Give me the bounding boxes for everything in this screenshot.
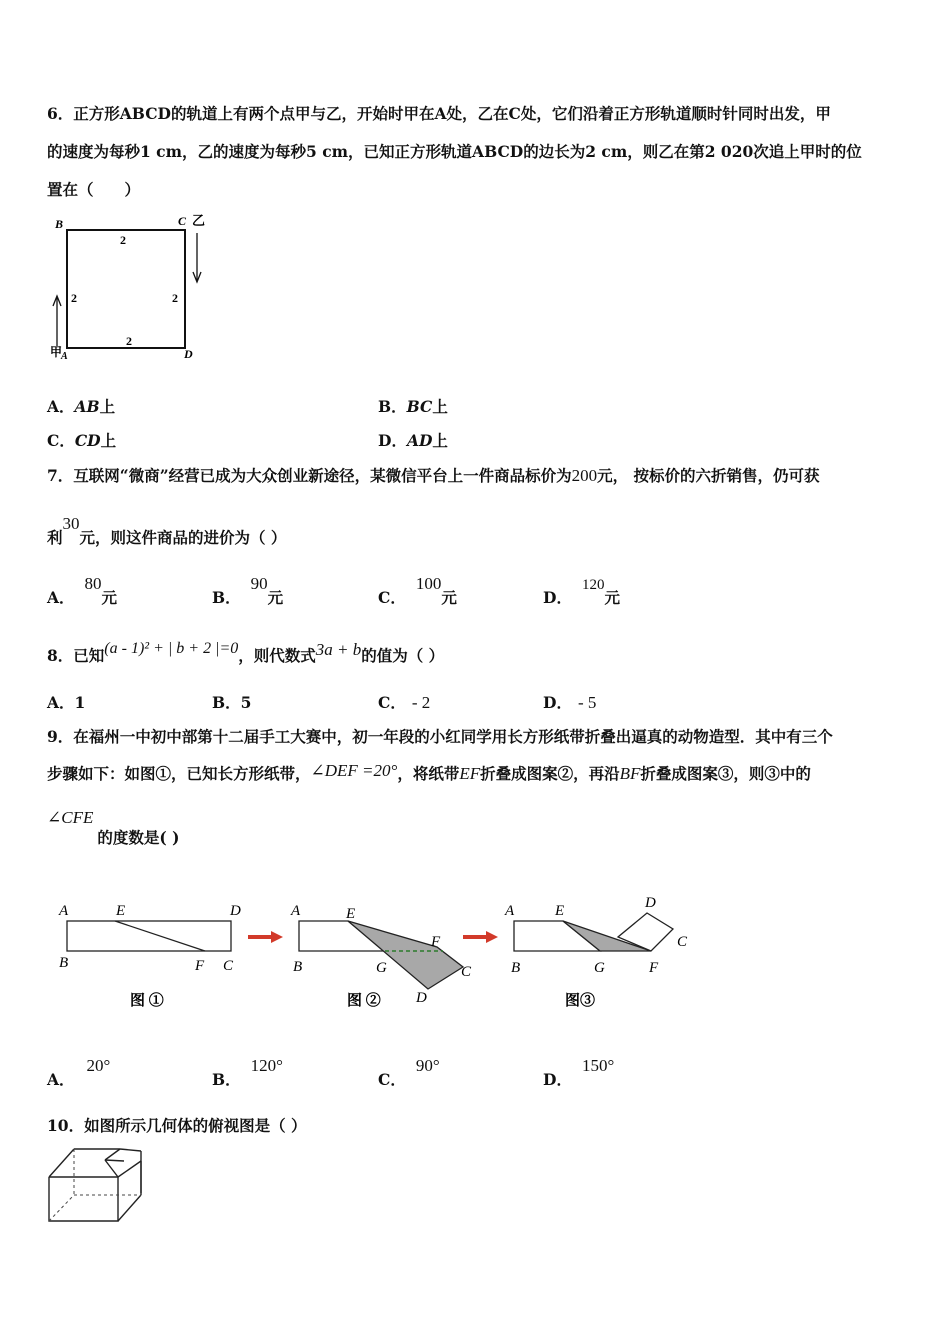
fig3-G: G xyxy=(594,960,605,976)
q9-option-d[interactable] xyxy=(543,1056,615,1090)
label-yi: 乙 xyxy=(192,213,206,228)
q10-solid-figure xyxy=(44,1143,154,1228)
option-suffix: 上 xyxy=(100,431,117,450)
q7-text-a: 7．互联网“微商”经营已成为大众创业新途径，某微信平台上一件商品标价为 xyxy=(47,466,572,485)
arrow-1-head xyxy=(271,931,283,943)
option-label: C． xyxy=(378,588,406,607)
fig2-caption: 图 ② xyxy=(347,993,381,1009)
fig1-D: D xyxy=(230,903,241,919)
fig3-D: D xyxy=(645,895,656,911)
fig3-F: F xyxy=(649,960,659,976)
fig1-F: F xyxy=(195,958,205,974)
top-mid-edge xyxy=(105,1160,124,1161)
q10-line: 10．如图所示几何体的俯视图是（ ） xyxy=(47,1116,307,1135)
option-suffix: 上 xyxy=(99,397,116,416)
option-label: D． xyxy=(543,1070,572,1089)
q8-prefix: 8．已知 xyxy=(47,646,105,665)
q7-option-d[interactable] xyxy=(543,577,620,608)
option-label: A． xyxy=(47,588,75,607)
fig2-G: G xyxy=(376,960,387,976)
hidden-bottom-left xyxy=(49,1195,74,1221)
q8-option-c[interactable] xyxy=(378,691,430,713)
front-face xyxy=(49,1177,118,1221)
q8-option-a[interactable] xyxy=(47,691,85,713)
fig2-folded-part xyxy=(348,921,463,989)
side-right: 2 xyxy=(172,291,178,305)
option-value: 80 xyxy=(84,574,102,593)
q8-option-d[interactable] xyxy=(543,691,596,713)
q9-option-a[interactable] xyxy=(47,1056,111,1090)
q8-suffix: 的值为（ ） xyxy=(361,646,445,665)
q6-option-b[interactable] xyxy=(378,395,448,417)
option-value: 1 xyxy=(74,693,86,712)
label-A: A xyxy=(61,351,68,362)
q7-option-c[interactable] xyxy=(378,574,457,608)
fig2-A: A xyxy=(291,903,301,919)
q7-option-b[interactable] xyxy=(212,574,284,608)
side-top: 2 xyxy=(120,233,126,247)
arrow-2-head xyxy=(486,931,498,943)
q9-option-c[interactable] xyxy=(378,1056,440,1090)
fig3-caption: 图③ xyxy=(565,993,596,1009)
option-suffix: 上 xyxy=(432,397,448,416)
option-label: A． xyxy=(47,397,75,416)
option-suffix: 上 xyxy=(432,431,448,450)
fig2-C: C xyxy=(461,964,472,980)
q7-profit: 30 xyxy=(62,514,80,533)
top-chamfer-1 xyxy=(120,1149,141,1151)
fig1-E: E xyxy=(116,903,126,919)
q9-text-e: 的度数是( ) xyxy=(97,828,180,847)
q9-text-b: ，将纸带 xyxy=(397,764,460,783)
q6-line2: 的速度为每秒1 cm，乙的速度为每秒5 cm，已知正方形轨道ABCD的边长为2 cm，则乙在第2 020次追上甲时的位 xyxy=(47,142,862,161)
side-bottom: 2 xyxy=(126,334,132,348)
q6-option-c[interactable] xyxy=(47,429,116,451)
side-left: 2 xyxy=(71,291,77,305)
option-value: 90 xyxy=(250,574,268,593)
q9-text-d: 折叠成图案③，则③中的 xyxy=(640,764,811,783)
fig1-strip xyxy=(67,921,231,951)
q7-text-d: 元，则这件商品的进价为（ ） xyxy=(79,528,287,547)
option-label: A． xyxy=(47,693,75,712)
q8-line xyxy=(47,640,445,666)
fig3-A: A xyxy=(505,903,515,919)
option-value: 5 xyxy=(240,693,252,712)
q7-text-b: 元， 按标价的六折销售，仍可获 xyxy=(597,466,820,485)
option-label: B． xyxy=(212,693,241,712)
q8-option-b[interactable] xyxy=(212,691,251,713)
q6-option-d[interactable] xyxy=(378,429,448,451)
q7-option-a[interactable] xyxy=(47,574,118,608)
fig3-C: C xyxy=(677,934,688,950)
q9-line1: 9．在福州一中初中部第十二届手工大赛中，初一年段的小红同学用长方形纸带折叠出逼真的动物造型．其中有三个 xyxy=(47,727,833,746)
option-value: - 5 xyxy=(577,693,597,712)
chamfer-side xyxy=(118,1161,141,1177)
q7-line2 xyxy=(47,514,287,548)
square-track xyxy=(67,230,185,348)
option-seg: AD xyxy=(406,431,433,450)
q6-option-a[interactable] xyxy=(47,395,115,417)
q9-option-b[interactable] xyxy=(212,1056,283,1090)
fig2-F: F xyxy=(431,934,441,950)
q7-price: 200 xyxy=(571,466,598,485)
option-label: B． xyxy=(212,1070,241,1089)
top-left-edge xyxy=(49,1149,74,1177)
q6-line3: 置在（ ） xyxy=(47,180,141,199)
option-label: C． xyxy=(47,431,75,450)
q9-line3 xyxy=(47,808,180,847)
fig2-B: B xyxy=(293,959,303,975)
q7-line1 xyxy=(47,464,820,486)
option-label: D． xyxy=(543,588,572,607)
fig1-C: C xyxy=(223,958,234,974)
q8-expr2: 3a + b xyxy=(315,640,362,659)
option-value: 20° xyxy=(86,1056,111,1075)
q9-text-c: 折叠成图案②，再沿 xyxy=(480,764,620,783)
q9-ef: EF xyxy=(459,764,481,783)
fig1-B: B xyxy=(59,955,69,971)
q9-angle: ∠DEF =20° xyxy=(310,761,398,780)
option-value: 90° xyxy=(415,1056,440,1075)
label-D: D xyxy=(184,347,193,361)
top-chamfer-2 xyxy=(105,1160,118,1177)
fig2-E: E xyxy=(346,906,356,922)
option-label: D． xyxy=(543,693,572,712)
fig1-A: A xyxy=(59,903,69,919)
q6-square-figure xyxy=(40,208,230,368)
fig3-B: B xyxy=(511,960,521,976)
q7-text-c: 利 xyxy=(47,528,63,547)
option-label: B． xyxy=(378,397,407,416)
option-value: 100 xyxy=(415,574,442,593)
q9-text-a: 步骤如下：如图①，已知长方形纸带， xyxy=(47,764,311,783)
q9-line2 xyxy=(47,762,811,784)
option-label: C． xyxy=(378,1070,406,1089)
label-C: C xyxy=(178,214,187,228)
option-seg: AB xyxy=(74,397,100,416)
option-seg: CD xyxy=(74,431,101,450)
option-unit: 元 xyxy=(441,588,457,607)
option-unit: 元 xyxy=(604,588,620,607)
q6-line1: 6．正方形ABCD的轨道上有两个点甲与乙，开始时甲在A处，乙在C处，它们沿着正方形轨道顺时针同时出发，甲 xyxy=(47,104,831,123)
option-label: B． xyxy=(212,588,241,607)
option-value: 150° xyxy=(581,1056,615,1075)
q9-bf: BF xyxy=(619,764,641,783)
q9-cfe: ∠CFE xyxy=(47,808,94,827)
option-value: 120° xyxy=(250,1056,283,1075)
right-bottom-edge xyxy=(118,1195,141,1221)
fig1-caption: 图 ① xyxy=(130,993,164,1009)
label-jia: 甲 xyxy=(50,345,63,359)
q8-middle: ，则代数式 xyxy=(238,646,316,665)
option-label: A． xyxy=(47,1070,75,1089)
option-value: - 2 xyxy=(411,693,431,712)
option-label: C． xyxy=(378,693,406,712)
option-label: D． xyxy=(378,431,407,450)
option-value: 120 xyxy=(581,577,605,593)
option-seg: BC xyxy=(406,397,433,416)
top-chamfer-inner xyxy=(105,1149,120,1160)
fig3-E: E xyxy=(555,903,565,919)
fig2-D: D xyxy=(416,990,427,1006)
label-B: B xyxy=(55,217,64,231)
q9-figures xyxy=(45,885,705,1015)
q8-expr1: (a - 1)² + | b + 2 |=0 xyxy=(104,640,239,657)
option-unit: 元 xyxy=(101,588,118,607)
option-unit: 元 xyxy=(267,588,284,607)
